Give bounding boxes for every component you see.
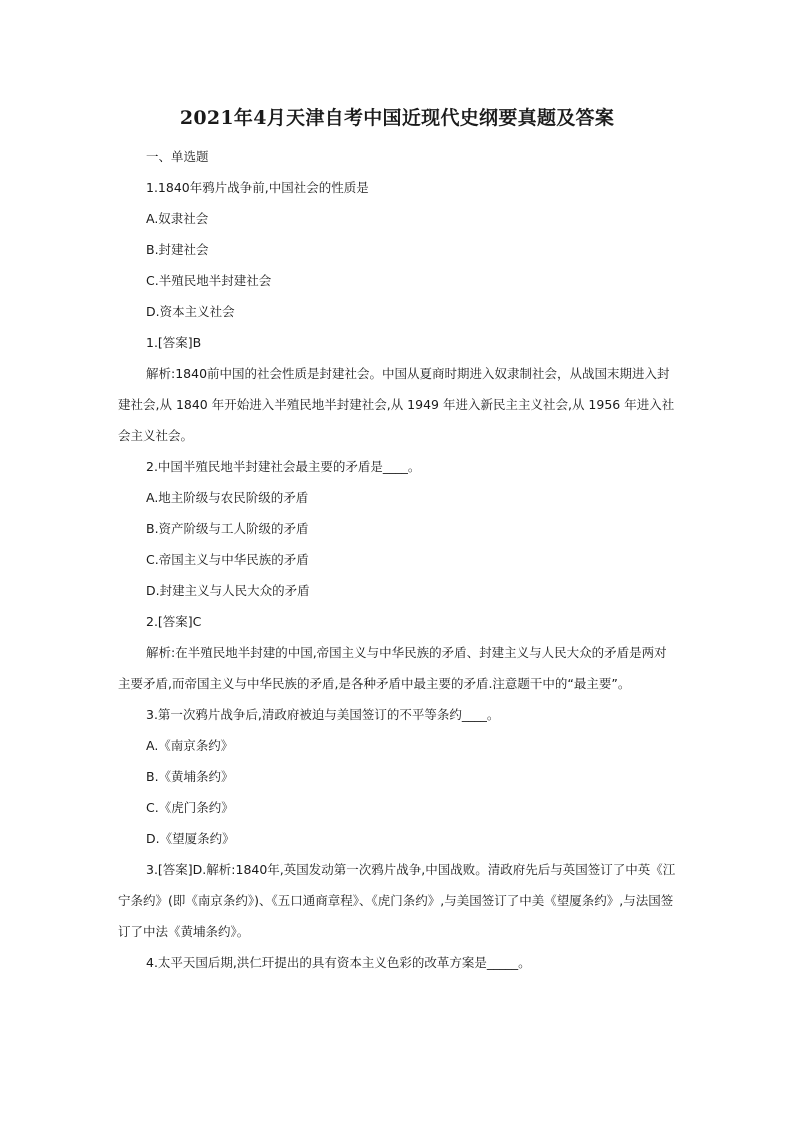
question-3-answer-analysis: 3.[答案]D.解析:1840年,英国发动第一次鸦片战争,中国战败。清政府先后与英国签订了中英《江宁条约》(即《南京条约》)、《五口通商章程》、《虎门条约》,与美国签订了中美《望厦条约》,与法国签订了中法《黄埔条约》。 [118,862,676,939]
question-1-answer: 1.[答案]B [146,335,202,350]
question-2-answer: 2.[答案]C [146,614,202,629]
question-3-option-d: D.《望厦条约》 [146,831,235,846]
question-4: 4.太平天国后期,洪仁玕提出的具有资本主义色彩的改革方案是_____。 [146,955,531,970]
question-3-option-a: A.《南京条约》 [146,738,234,753]
question-1-analysis: 解析:1840前中国的社会性质是封建社会。中国从夏商时期进入奴隶制社会，从战国末期进入封建社会,从 1840 年开始进入半殖民地半封建社会,从 1949 年进入新民主主义社会,从 1956 年进入社会主义社会。 [118,366,675,443]
question-2: 2.中国半殖民地半封建社会最主要的矛盾是____。 [146,459,421,474]
question-1-option-c: C.半殖民地半封建社会 [146,273,272,288]
question-2-option-a: A.地主阶级与农民阶级的矛盾 [146,490,309,505]
question-3-option-b: B.《黄埔条约》 [146,769,234,784]
section-heading: 一、单选题 [146,149,209,164]
document-body [118,141,678,978]
question-1-option-a: A.奴隶社会 [146,211,209,226]
question-1-option-b: B.封建社会 [146,242,209,257]
question-3: 3.第一次鸦片战争后,清政府被迫与美国签订的不平等条约____。 [146,707,500,722]
question-2-option-b: B.资产阶级与工人阶级的矛盾 [146,521,309,536]
question-1-option-d: D.资本主义社会 [146,304,235,319]
document-title: 2021年4月天津自考中国近现代史纲要真题及答案 [179,107,615,129]
question-2-option-d: D.封建主义与人民大众的矛盾 [146,583,310,598]
question-3-option-c: C.《虎门条约》 [146,800,234,815]
question-2-option-c: C.帝国主义与中华民族的矛盾 [146,552,309,567]
question-2-analysis: 解析:在半殖民地半封建的中国,帝国主义与中华民族的矛盾、封建主义与人民大众的矛盾是两对主要矛盾,而帝国主义与中华民族的矛盾,是各种矛盾中最主要的矛盾.注意题干中的“最主要”。 [118,645,667,691]
question-1: 1.1840年鸦片战争前,中国社会的性质是 [146,180,369,195]
